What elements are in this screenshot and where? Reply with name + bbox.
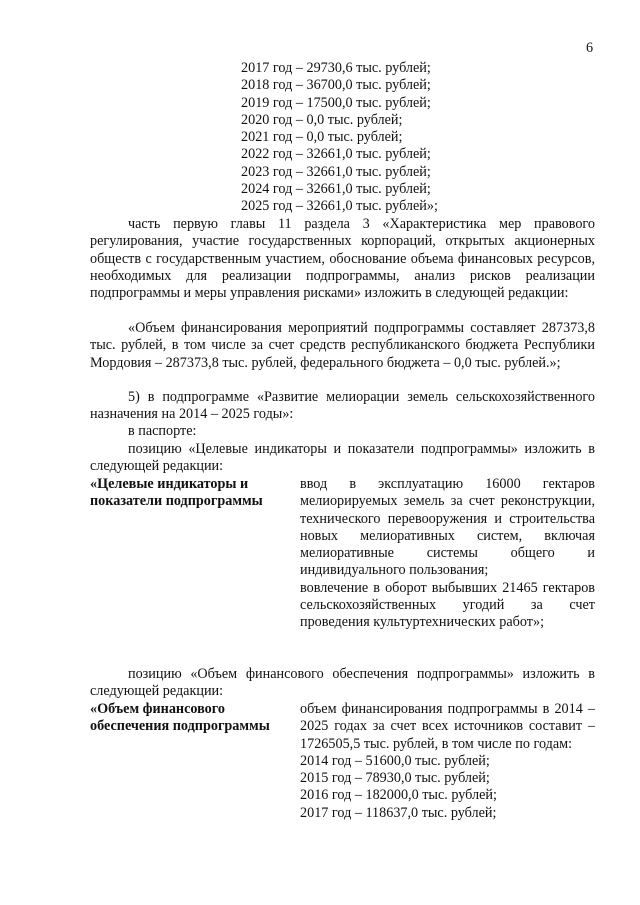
amount-line: 2020 год – 0,0 тыс. рублей; bbox=[241, 111, 403, 128]
position-indicators-paragraph: позицию «Целевые индикаторы и показатели подпрограммы» изложить в следующей редакции: bbox=[90, 441, 595, 475]
finance-value bbox=[300, 701, 595, 822]
finance-intro: объем финансирования подпрограммы в 2014 – 2025 годах за счет всех источников составит – 1726505,5 тыс. рублей, в том числе по годам: bbox=[300, 701, 595, 752]
position-finance-paragraph: позицию «Объем финансового обеспечения подпрограммы» изложить в следующей редакции: bbox=[90, 666, 595, 700]
finance-year-line: 2014 год – 51600,0 тыс. рублей; bbox=[300, 752, 490, 769]
amount-line: 2024 год – 32661,0 тыс. рублей; bbox=[241, 181, 431, 198]
financing-volume-paragraph: «Объем финансирования мероприятий подпрограммы составляет 287373,8 тыс. рублей, в том числе за счет средств республиканского бюджета Республики Мордовия – 287373,8 тыс. рублей, федерального бюджета – 0,0 тыс. рублей.»; bbox=[90, 320, 595, 371]
finance-year-line: 2015 год – 78930,0 тыс. рублей; bbox=[300, 770, 490, 787]
amount-line: 2019 год – 17500,0 тыс. рублей; bbox=[241, 94, 431, 111]
finance-label: «Объем финансового обеспечения подпрограммы bbox=[90, 701, 270, 735]
amount-line: 2021 год – 0,0 тыс. рублей; bbox=[241, 129, 403, 146]
amount-line: 2025 год – 32661,0 тыс. рублей»; bbox=[241, 198, 438, 215]
passport-line: в паспорте: bbox=[128, 423, 197, 439]
indicators-value-item: ввод в эксплуатацию 16000 гектаров мелиорируемых земель за счет реконструкции, технического перевооружения и строительства новых мелиоративных систем, включая мелиоративные системы общего и индивидуального пользования; bbox=[300, 476, 595, 579]
amount-line: 2017 год – 29730,6 тыс. рублей; bbox=[241, 60, 431, 76]
amount-line: 2018 год – 36700,0 тыс. рублей; bbox=[241, 77, 431, 94]
amounts-list bbox=[241, 60, 438, 216]
indicators-value-item: вовлечение в оборот выбывших 21465 гектаров сельскохозяйственных угодий за счет проведения культуртехнических работ»; bbox=[300, 579, 595, 631]
indicators-label: «Целевые индикаторы и показатели подпрограммы bbox=[90, 476, 263, 510]
amount-line: 2022 год – 32661,0 тыс. рублей; bbox=[241, 146, 431, 163]
page-number: 6 bbox=[586, 40, 594, 56]
finance-year-line: 2016 год – 182000,0 тыс. рублей; bbox=[300, 787, 497, 804]
chapter-amendment-paragraph: часть первую главы 11 раздела 3 «Характеристика мер правового регулирования, участие государственных корпораций, открытых акционерных обществ с государственным участием, обоснование объема финансовых ресурсов, необходимых для реализации подпрограммы, анализ рисков реализации подпрограммы и меры управления рисками» изложить в следующей редакции: bbox=[90, 216, 595, 302]
finance-year-line: 2017 год – 118637,0 тыс. рублей; bbox=[300, 804, 497, 821]
indicators-value bbox=[300, 476, 595, 632]
amount-line: 2023 год – 32661,0 тыс. рублей; bbox=[241, 163, 431, 180]
item-5-paragraph: 5) в подпрограмме «Развитие мелиорации земель сельскохозяйственного назначения на 2014 – 2025 годы»: bbox=[90, 389, 595, 423]
